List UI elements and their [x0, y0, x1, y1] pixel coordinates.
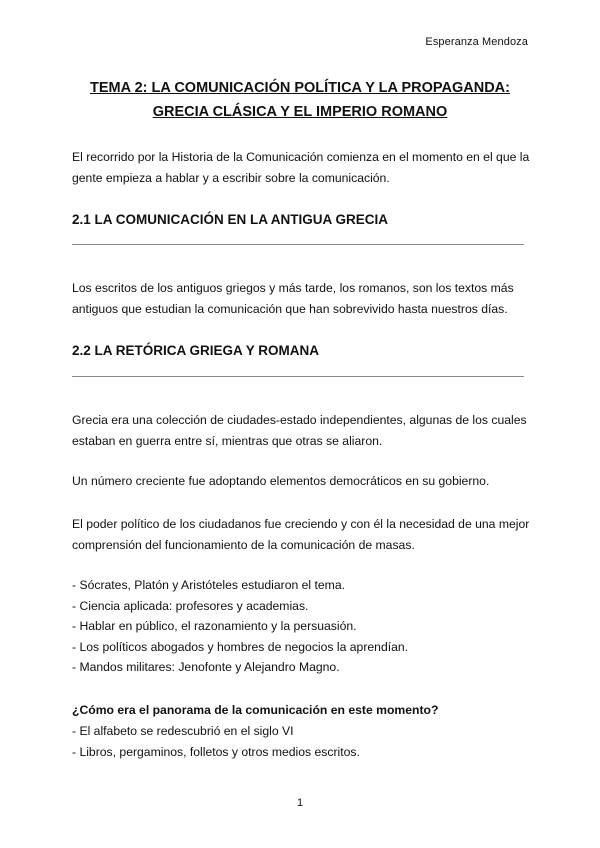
list-item: - Mandos militares: Jenofonte y Alejandro Magno.: [72, 660, 340, 674]
question-heading: ¿Cómo era el panorama de la comunicación en este momento?: [72, 703, 439, 717]
list-item: - El alfabeto se redescubrió en el siglo VI: [72, 724, 294, 738]
list-item: - Sócrates, Platón y Aristóteles estudiaron el tema.: [72, 578, 345, 592]
section-2-2-p3-line-2: comprensión del funcionamiento de la comunicación de masas.: [72, 537, 415, 552]
intro-line-1: El recorrido por la Historia de la Comunicación comienza en el momento en el que la: [72, 150, 530, 164]
section-2-1-paragraph: [72, 278, 532, 319]
section-2-1-line-2: antiguos que estudian la comunicación que han sobrevivido hasta nuestros días.: [72, 301, 508, 316]
question-bullet-list: [72, 721, 360, 762]
section-2-2-p2-line-1: Un número creciente fue adoptando elementos democráticos en su gobierno.: [72, 474, 490, 488]
section-divider-2-2: [72, 376, 524, 377]
section-2-2-paragraph-1: [72, 410, 532, 451]
list-item: - Libros, pergaminos, folletos y otros medios escritos.: [72, 744, 360, 759]
list-item: - Los políticos abogados y hombres de negocios la aprendían.: [72, 639, 409, 654]
section-2-2-paragraph-3: [72, 514, 532, 555]
document-title: [72, 76, 528, 124]
intro-paragraph: [72, 147, 532, 188]
section-2-1-line-1: Los escritos de los antiguos griegos y más tarde, los romanos, son los textos más: [72, 281, 514, 295]
section-divider-2-1: [72, 244, 524, 245]
section-2-2-p1-line-1: Grecia era una colección de ciudades-estado independientes, algunas de los cuales: [72, 413, 527, 427]
section-2-2-p1-line-2: estaban en guerra entre sí, mientras que otras se aliaron.: [72, 433, 383, 448]
section-heading-2-1: 2.1 LA COMUNICACIÓN EN LA ANTIGUA GRECIA: [72, 212, 389, 227]
rhetoric-bullet-list: [72, 575, 408, 678]
list-item: - Hablar en público, el razonamiento y la persuasión.: [72, 619, 357, 633]
section-2-2-paragraph-2: [72, 471, 532, 492]
intro-line-2: gente empieza a hablar y a escribir sobre la comunicación.: [72, 170, 390, 185]
section-2-2-p3-line-1: El poder político de los ciudadanos fue creciendo y con él la necesidad de una mejor: [72, 517, 530, 531]
document-title-line-1: TEMA 2: LA COMUNICACIÓN POLÍTICA Y LA PROPAGANDA:: [90, 80, 510, 96]
document-title-line-2: GRECIA CLÁSICA Y EL IMPERIO ROMANO: [152, 104, 448, 120]
list-item: - Ciencia aplicada: profesores y academias.: [72, 598, 309, 613]
header-author: Esperanza Mendoza: [425, 36, 528, 48]
page-number: 1: [296, 797, 304, 809]
section-heading-2-2: 2.2 LA RETÓRICA GRIEGA Y ROMANA: [72, 343, 320, 358]
